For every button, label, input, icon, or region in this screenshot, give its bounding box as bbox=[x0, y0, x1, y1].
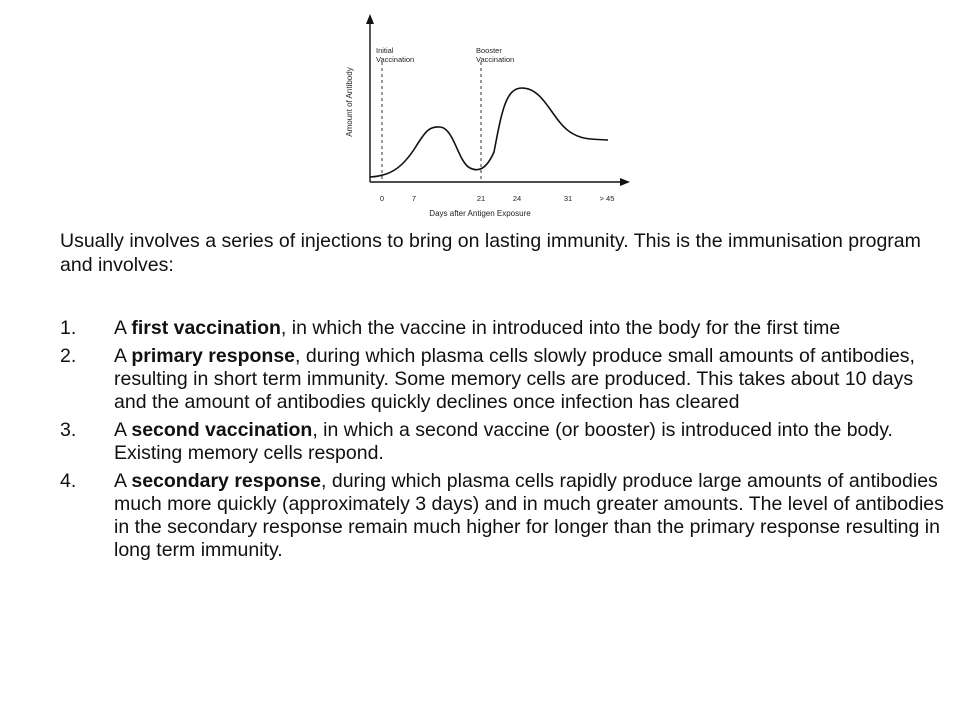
step-term: primary response bbox=[131, 345, 296, 367]
list-item bbox=[60, 470, 950, 562]
x-tick-label: 24 bbox=[512, 194, 522, 203]
step-text-pre: A bbox=[114, 317, 132, 339]
x-axis-arrow bbox=[620, 178, 630, 186]
y-axis-label: Amount of Antibody bbox=[345, 67, 354, 137]
marker-booster-label-2: Vaccination bbox=[476, 55, 515, 64]
step-text-post: , in which the vaccine in introduced into the body for the first time bbox=[280, 317, 841, 339]
list-item bbox=[60, 345, 950, 414]
step-term: secondary response bbox=[131, 470, 322, 492]
list-number: 3. bbox=[60, 419, 77, 441]
antibody-curve bbox=[370, 88, 608, 177]
marker-booster-label-1: Booster bbox=[476, 46, 502, 55]
step-text-pre: A bbox=[114, 419, 132, 441]
x-tick-label: 31 bbox=[563, 194, 573, 203]
step-text-pre: A bbox=[114, 345, 132, 367]
step-term: second vaccination bbox=[131, 419, 313, 441]
step-text-post: , during which plasma cells rapidly produce large amounts of antibodies much more quickly (approximately 3 days) and in much greater amounts. The level of antibodies in the secondary response remain much higher for longer than the primary response resulting in long term immunity. bbox=[114, 470, 944, 561]
x-tick-label: > 45 bbox=[599, 194, 615, 203]
x-tick-label: 21 bbox=[476, 194, 486, 203]
y-axis-arrow bbox=[366, 14, 374, 24]
x-tick-label: 0 bbox=[379, 194, 385, 203]
step-term: first vaccination bbox=[131, 317, 281, 339]
immunisation-steps bbox=[60, 317, 950, 567]
list-item bbox=[60, 317, 950, 340]
marker-initial-label-1: Initial bbox=[376, 46, 394, 55]
step-text-post: , in which a second vaccine (or booster) is introduced into the body. Existing memory cells respond. bbox=[114, 419, 893, 464]
x-axis-label: Days after Antigen Exposure bbox=[429, 209, 531, 218]
marker-initial-label-2: Vaccination bbox=[376, 55, 415, 64]
intro-paragraph: Usually involves a series of injections to bring on lasting immunity. This is the immunisation program and involves: bbox=[60, 230, 921, 276]
list-item bbox=[60, 419, 950, 465]
step-text-pre: A bbox=[114, 470, 132, 492]
antibody-response-graph bbox=[330, 10, 640, 225]
list-number: 4. bbox=[60, 470, 77, 492]
x-tick-label: 7 bbox=[411, 194, 417, 203]
list-number: 2. bbox=[60, 345, 77, 367]
step-text-post: , during which plasma cells slowly produce small amounts of antibodies, resulting in short term immunity. Some memory cells are produced. This takes about 10 days and the amount of antibodies quickly declines once infection has cleared bbox=[114, 345, 915, 413]
list-number: 1. bbox=[60, 317, 77, 339]
